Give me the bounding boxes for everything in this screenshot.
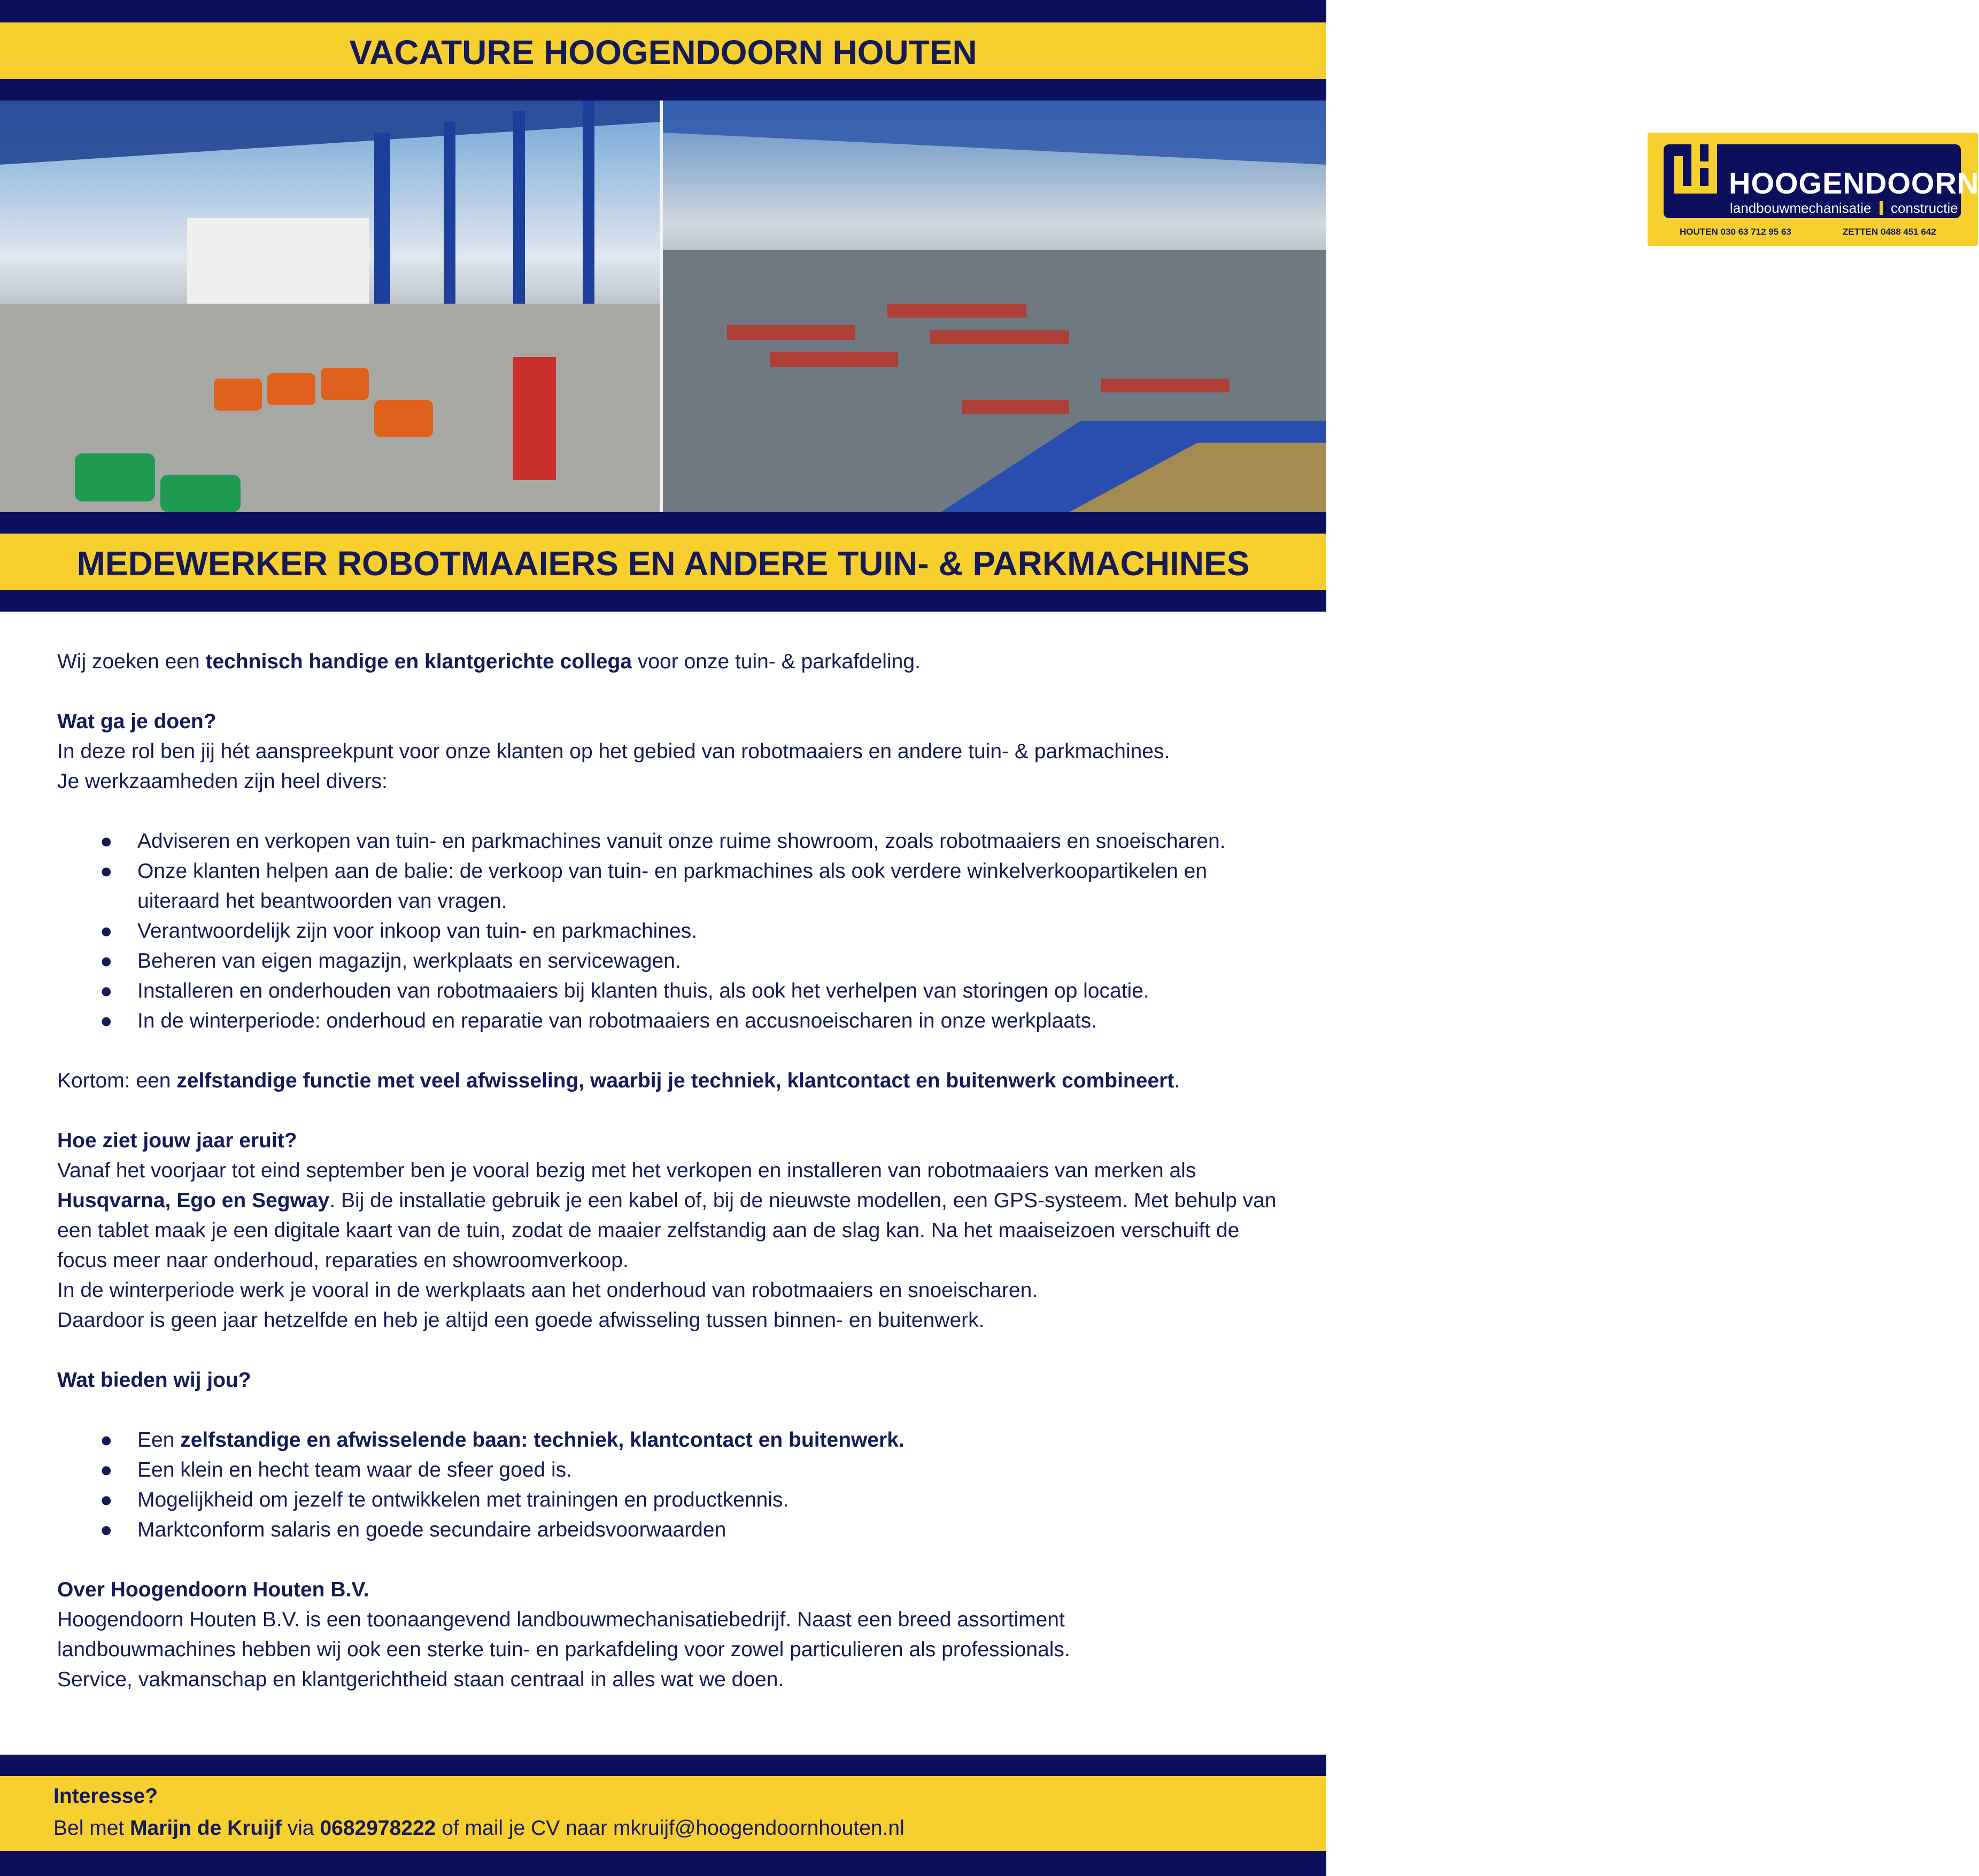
intro-text-end: voor onze tuin- & parkafdeling. bbox=[632, 650, 921, 673]
footer-navy-bar-bottom bbox=[0, 1851, 1326, 1876]
bullet-icon: ● bbox=[100, 830, 113, 853]
year-paragraph-2: In de winterperiode werk je vooral in de werkplaats aan het onderhoud van robotmaaiers en snoeischaren. bbox=[57, 1279, 1038, 1302]
list-item: ● Adviseren en verkopen van tuin- en parkmachines vanuit onze ruime showroom, zoals robotmaaiers en snoeischaren. bbox=[57, 827, 1287, 856]
tasks-line-1: In deze rol ben jij hét aanspreekpunt voor onze klanten op het gebied van robotmaaiers en andere tuin- & parkmachines. bbox=[57, 740, 1170, 763]
logo-name: HOOGENDOORN bbox=[1729, 166, 1979, 200]
top-navy-bar bbox=[0, 0, 1326, 22]
bullet-icon: ● bbox=[100, 949, 113, 972]
job-title-navy-bar-bottom bbox=[0, 590, 1326, 612]
tasks-heading: Wat ga je doen? bbox=[57, 710, 217, 733]
list-item: ● Een klein en hecht team waar de sfeer goed is. bbox=[57, 1455, 1287, 1485]
intro-text: Wij zoeken een bbox=[57, 650, 206, 673]
footer-navy-bar-top bbox=[0, 1755, 1326, 1776]
about-line-1: Hoogendoorn Houten B.V. is een toonaangevend landbouwmechanisatiebedrijf. Naast een breed assortiment bbox=[57, 1608, 1065, 1631]
bullet-icon: ● bbox=[100, 860, 113, 883]
brands-bold: Husqvarna, Ego en Segway bbox=[57, 1189, 330, 1212]
logo-phone-zetten: ZETTEN 0488 451 642 bbox=[1843, 227, 1936, 237]
about-line-3: Service, vakmanschap en klantgerichtheid staan centraal in alles wat we doen. bbox=[57, 1668, 784, 1691]
job-title-navy-bar-top bbox=[0, 512, 1326, 534]
contact-line: Bel met Marijn de Kruijf via 0682978222 of mail je CV naar mkruijf@hoogendoornhouten.nl bbox=[53, 1817, 905, 1840]
bullet-icon: ● bbox=[100, 979, 113, 1002]
intro-bold: technisch handige en klantgerichte collega bbox=[205, 650, 632, 673]
tasks-line-2: Je werkzaamheden zijn heel divers: bbox=[57, 770, 388, 793]
contact-phone[interactable]: 0682978222 bbox=[320, 1817, 436, 1840]
company-logo bbox=[1648, 133, 1978, 246]
contact-email[interactable]: mkruijf@hoogendoornhouten.nl bbox=[613, 1817, 905, 1840]
list-item: ● Onze klanten helpen aan de balie: de verkoop van tuin- en parkmachines als ook verdere winkelverkoopartikelen en uiteraard het beantwoorden van vragen. bbox=[57, 856, 1287, 916]
logo-h-mark bbox=[1670, 140, 1726, 199]
offer-heading: Wat bieden wij jou? bbox=[57, 1369, 251, 1392]
list-item: ● Verantwoordelijk zijn voor inkoop van tuin- en parkmachines. bbox=[57, 916, 1287, 946]
about-line-2: landbouwmachines hebben wij ook een sterke tuin- en parkafdeling voor zowel particulieren als professionals. bbox=[57, 1638, 1070, 1661]
logo-panel bbox=[1664, 144, 1979, 218]
photo-strip bbox=[0, 101, 1979, 512]
tasks-list bbox=[57, 827, 1287, 1036]
year-paragraph-3: Daardoor is geen jaar hetzelfde en heb je altijd een goede afwisseling tussen binnen- en buitenwerk. bbox=[57, 1309, 985, 1332]
list-item: ● Installeren en onderhouden van robotmaaiers bij klanten thuis, als ook het verhelpen van storingen op locatie. bbox=[57, 976, 1287, 1006]
bullet-icon: ● bbox=[100, 1488, 113, 1511]
vacancy-content bbox=[57, 647, 1287, 1695]
bullet-icon: ● bbox=[100, 1458, 113, 1481]
bullet-icon: ● bbox=[100, 1009, 113, 1032]
showroom-photo bbox=[0, 101, 660, 512]
list-item: ● Beheren van eigen magazijn, werkplaats en servicewagen. bbox=[57, 946, 1287, 976]
logo-subtitle bbox=[1730, 200, 1958, 217]
bullet-icon: ● bbox=[100, 1429, 113, 1452]
offer-list bbox=[57, 1425, 1287, 1545]
year-heading: Hoe ziet jouw jaar eruit? bbox=[57, 1129, 297, 1152]
contact-block bbox=[53, 1780, 905, 1844]
logo-sub-left: landbouwmechanisatie bbox=[1730, 200, 1872, 216]
header-title: VACATURE HOOGENDOORN HOUTEN bbox=[349, 33, 977, 72]
summary-paragraph: Kortom: een zelfstandige functie met veel afwisseling, waarbij je techniek, klantcontact en buitenwerk combineert. bbox=[57, 1069, 1180, 1092]
logo-sub-separator bbox=[1880, 201, 1883, 215]
store-overview-photo bbox=[663, 101, 1979, 512]
list-item: ● In de winterperiode: onderhoud en reparatie van robotmaaiers en accusnoeischaren in onze werkplaats. bbox=[57, 1006, 1287, 1036]
bullet-icon: ● bbox=[100, 920, 113, 943]
summary-bold: zelfstandige functie met veel afwisseling, waarbij je techniek, klantcontact en buitenwerk combineert bbox=[176, 1069, 1174, 1092]
intro-paragraph bbox=[57, 647, 1287, 677]
contact-name: Marijn de Kruijf bbox=[130, 1817, 282, 1840]
list-item: ● Marktconform salaris en goede secundaire arbeidsvoorwaarden bbox=[57, 1515, 1287, 1545]
year-paragraph-1: Vanaf het voorjaar tot eind september ben je vooral bezig met het verkopen en installeren van robotmaaiers van merken als Husqvarna, Ego en Segway. Bij de installatie gebruik je een kabel of, bij de nieuwste modellen, een GPS-systeem. Met behulp van een tablet maak je een digitale kaart van de tuin, zodat de maaier zelfstandig aan de slag kan. Na het maaiseizoen verschuift de focus meer naar onderhoud, reparaties en showroomverkoop. bbox=[57, 1159, 1277, 1272]
job-title: MEDEWERKER ROBOTMAAIERS EN ANDERE TUIN- & PARKMACHINES bbox=[76, 544, 1250, 583]
contact-heading: Interesse? bbox=[53, 1785, 158, 1808]
list-item: ● Een zelfstandige en afwisselende baan: techniek, klantcontact en buitenwerk. bbox=[57, 1425, 1287, 1455]
logo-sub-right: constructie bbox=[1890, 200, 1958, 216]
list-item: ● Mogelijkheid om jezelf te ontwikkelen met trainingen en productkennis. bbox=[57, 1485, 1287, 1515]
about-heading: Over Hoogendoorn Houten B.V. bbox=[57, 1578, 369, 1601]
header-navy-bar bbox=[0, 79, 1326, 101]
bullet-icon: ● bbox=[100, 1518, 113, 1541]
logo-phone-houten: HOUTEN 030 63 712 95 63 bbox=[1680, 227, 1791, 237]
